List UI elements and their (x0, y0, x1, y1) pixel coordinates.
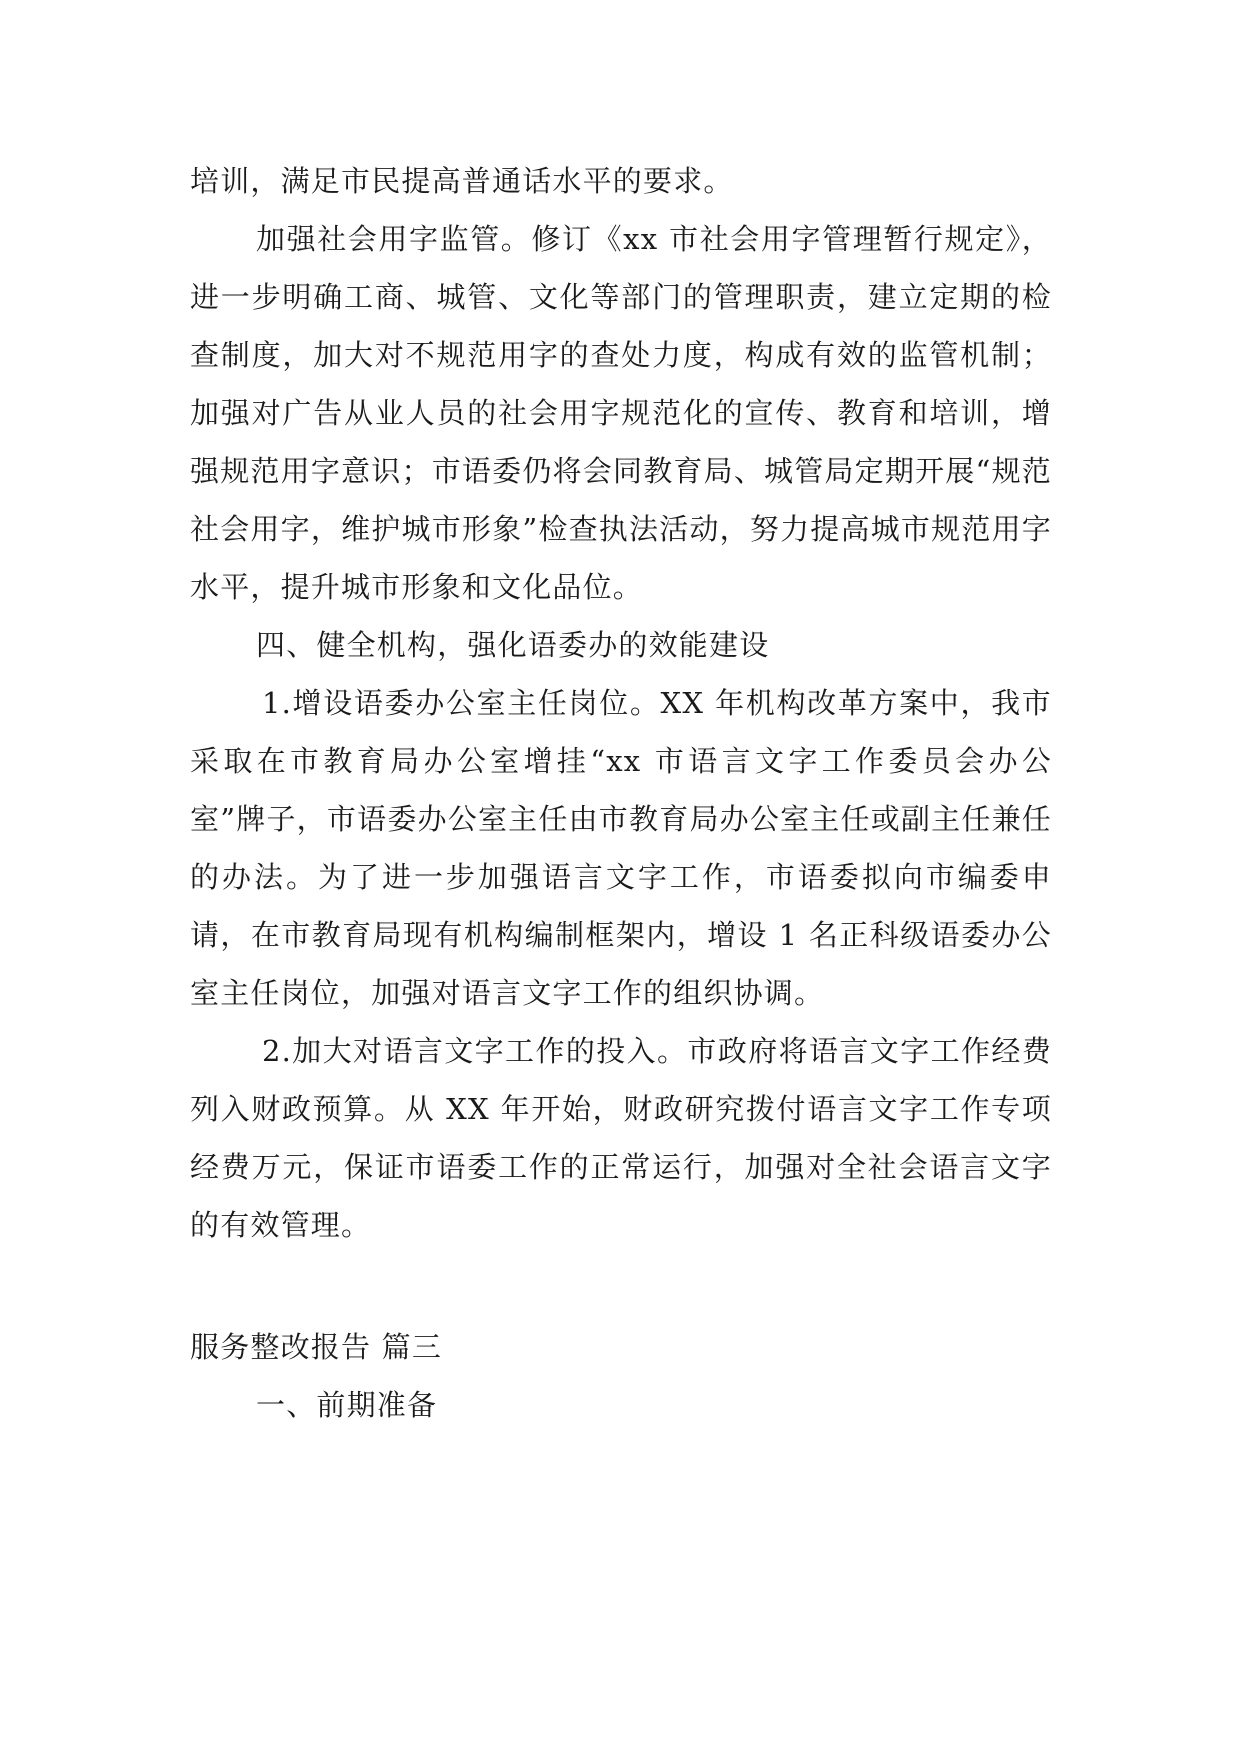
section-title: 服务整改报告 篇三 (190, 1330, 443, 1364)
subsection-title: 一、前期准备 (256, 1388, 438, 1422)
paragraph-signage-supervision: 加强社会用字监管。修订《xx 市社会用字管理暂行规定》，进一步明确工商、城管、文化等部门的管理职责，建立定期的检查制度，加大对不规范用字的查处力度，构成有效的监管机制；加强对广告从业人员的社会用字规范化的宣传、教育和培训，增强规范用字意识；市语委仍将会同教育局、城管局定期开展“规范社会用字，维护城市形象”检查执法活动，努力提高城市规范用字水平，提升城市形象和文化品位。 (190, 222, 1052, 604)
paragraph-training: 培训，满足市民提高普通话水平的要求。 (190, 164, 734, 198)
paragraph-item-1: 1.增设语委办公室主任岗位。XX 年机构改革方案中，我市采取在市教育局办公室增挂“xx 市语言文字工作委员会办公室”牌子，市语委办公室主任由市教育局办公室主任或副主任兼任的办法。为了进一步加强语言文字工作，市语委拟向市编委申请，在市教育局现有机构编制框架内，增设 1 名正科级语委办公室主任岗位，加强对语言文字工作的组织协调。 (190, 686, 1052, 1010)
paragraph-item-2: 2.加大对语言文字工作的投入。市政府将语言文字工作经费列入财政预算。从 XX 年开始，财政研究拨付语言文字工作专项经费万元，保证市语委工作的正常运行，加强对全社会语言文字的有效管理。 (190, 1034, 1052, 1242)
document-page (190, 152, 1052, 1434)
heading-section-four: 四、健全机构，强化语委办的效能建设 (256, 628, 770, 662)
